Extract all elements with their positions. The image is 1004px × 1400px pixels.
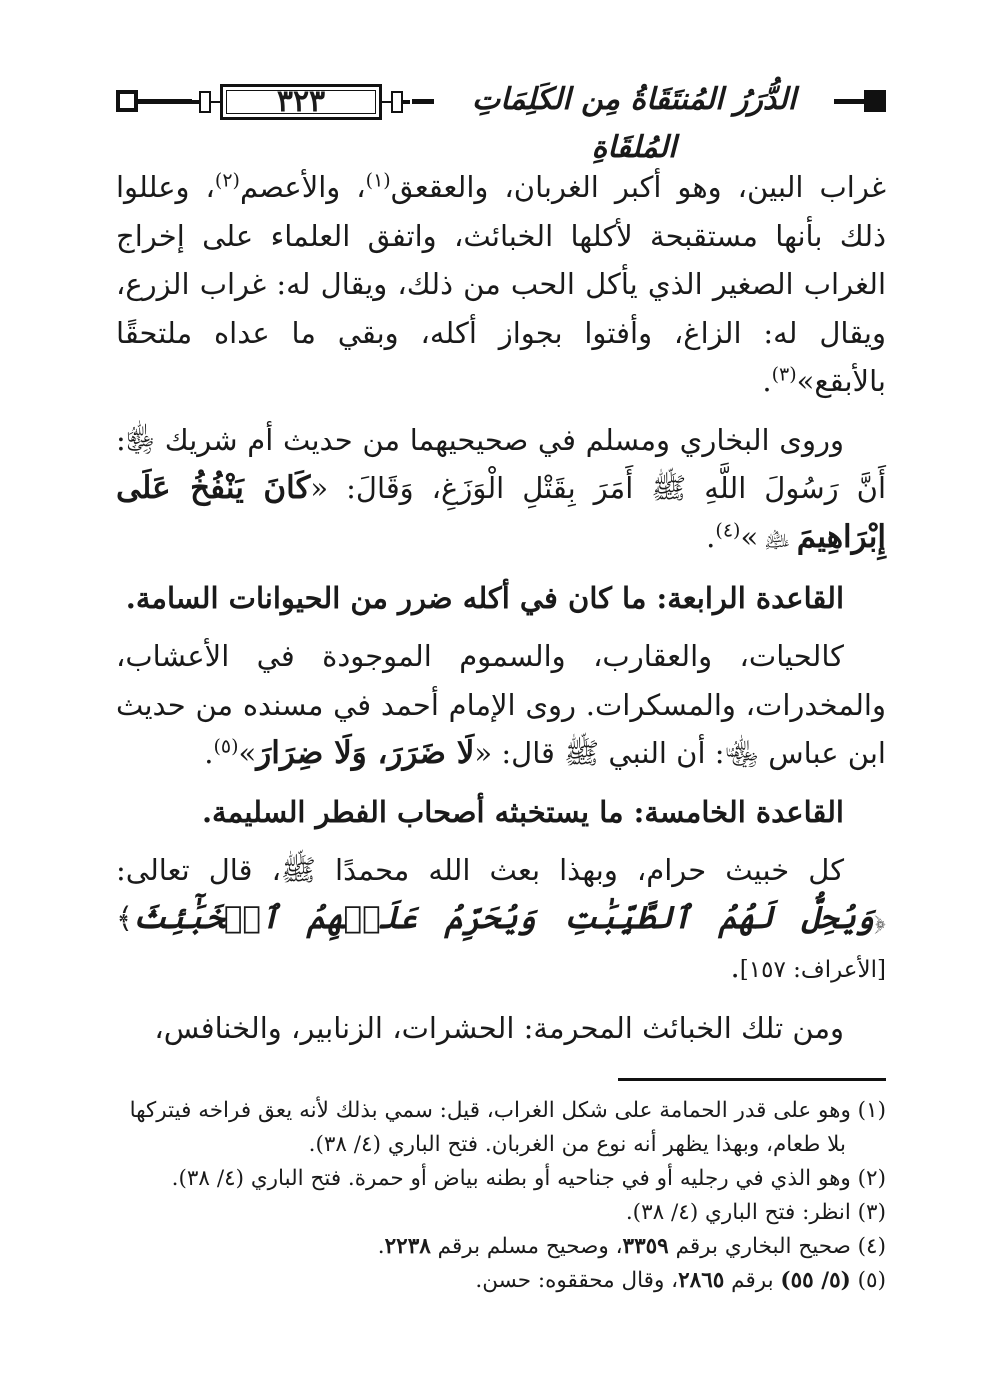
header-rule <box>138 99 192 104</box>
footnote-ref-2[interactable]: (٢) <box>214 169 240 192</box>
book-title: الدُّرَرُ المُنتَقَاةُ مِن الكَلِمَاتِ المُلقَاةِ <box>434 76 834 126</box>
text-run: « <box>310 471 347 505</box>
paragraph-ravens <box>116 163 886 406</box>
paragraph-insects: ومن تلك الخبائث المحرمة: الحشرات، الزنابير، والخنافس، <box>154 1011 844 1045</box>
footnote-5 <box>116 1264 886 1298</box>
text-run: » <box>238 736 257 770</box>
paragraph-gecko-hadith <box>116 416 886 565</box>
footnote-text: (٥) <box>850 1268 886 1293</box>
footnote-3: (٣) انظر: فتح الباري (٤/ ٣٨). <box>625 1200 886 1225</box>
footnote-separator <box>618 1078 886 1081</box>
hadith-text-bold: لَا ضَرَرَ، وَلَا ضِرَارَ <box>256 735 475 771</box>
page-number: ٣٢٣ <box>276 84 326 119</box>
footnote-ref-1[interactable]: (١) <box>365 169 391 192</box>
hadith-number: ٣٣٥٩ <box>622 1234 669 1259</box>
rule-four-heading: القاعدة الرابعة: ما كان في أكله ضرر من الحيوانات السامة. <box>125 581 844 615</box>
footnote-ref-3[interactable]: (٣) <box>771 363 797 386</box>
page-header <box>116 76 886 165</box>
footnote-text: ، وقال محققوه: حسن. <box>475 1268 679 1293</box>
text-run: غراب البين، وهو أكبر الغربان، والعقعق <box>390 170 886 204</box>
footnote-text: . <box>377 1234 385 1259</box>
main-text <box>116 163 886 1053</box>
footnote-ref-5[interactable]: (٥) <box>213 735 239 758</box>
quran-verse: وَيُحِلُّ لَهُمُ ٱلطَّيِّبَٰتِ وَيُحَرِّمُ عَلَيۡهِمُ ٱلۡخَبَٰٓئِثَ <box>133 900 875 936</box>
paragraph-quran-verse <box>116 846 886 995</box>
text-run: كل خبيث حرام، وبهذا بعث الله محمدًا ﷺ، قال تعالى: ﴿ <box>116 852 886 935</box>
frame-ornament-icon <box>382 84 410 120</box>
text-run: . <box>204 736 214 770</box>
footnote-text: بلا طعام، وبهذا يظهر أنه نوع من الغربان. فتح الباري (٤/ ٣٨). <box>308 1132 846 1157</box>
footnote-text: (١) وهو على قدر الحمامة على شكل الغراب، قيل: سمي بذلك لأنه يعق فراخه فيتركها <box>129 1098 886 1123</box>
text-run: كالحيات، والعقارب، والسموم الموجودة في الأعشاب، والمخدرات، والمسكرات. روى الإمام أحمد في مسنده من حديث ابن عباس ﵄: أن النبي ﷺ قال: « <box>116 639 886 770</box>
verse-reference: [الأعراف: ١٥٧] <box>739 956 886 983</box>
footnote-1 <box>116 1094 886 1162</box>
hadith-number: ٢٢٣٨ <box>384 1234 431 1259</box>
header-rule <box>834 99 864 104</box>
footnote-text: ، وصحيح مسلم برقم <box>430 1234 623 1259</box>
footnote-text: برقم <box>724 1268 781 1293</box>
footnote-2: (٢) وهو الذي في رجليه أو في جناحيه أو بطنه بياض أو حمرة. فتح الباري (٤/ ٣٨). <box>171 1166 886 1191</box>
page-number-frame <box>192 78 412 128</box>
header-ornament-left <box>116 90 138 112</box>
rule-five-heading: القاعدة الخامسة: ما يستخبثه أصحاب الفطر السليمة. <box>201 794 844 829</box>
hadith-text-bold: كَانَ يَنْفُخُ عَلَى إِبْرَاهِيمَ <box>116 470 886 555</box>
frame-ornament-icon <box>192 84 220 120</box>
footnotes <box>116 1094 886 1298</box>
volume-page-ref: (٥/ ٥٥) <box>780 1268 851 1293</box>
footnote-ref-4[interactable]: (٤) <box>715 518 741 541</box>
paragraph-poisons <box>116 632 886 778</box>
footnote-text: (٤) صحيح البخاري برقم <box>668 1234 886 1259</box>
text-run: » <box>740 519 759 554</box>
footnote-4 <box>116 1230 886 1264</box>
text-run: ، وعللوا ذلك بأنها مستقبحة لأكلها الخبائث، واتفق العلماء على إخراج الغراب الصغير الذي يأكل الحب من ذلك، ويقال له: غراب الزرع، ويقال له: الزاغ، وأفتوا بجواز أكله، وبقي ما عداه ملتحقًا بالأبقع» <box>116 170 886 398</box>
text-run: ، والأعصم <box>239 170 366 204</box>
text-run: . <box>706 519 716 554</box>
text-run: . <box>730 949 740 984</box>
salutation-glyph: ﵇ <box>758 527 797 552</box>
text-run: وروى البخاري ومسلم في صحيحيهما من حديث أم شريك ﵂: <box>116 422 844 457</box>
text-run: ﴾ <box>116 901 133 935</box>
hadith-number: ٢٨٦٥ <box>678 1268 725 1293</box>
header-ornament-right <box>864 90 886 112</box>
hadith-text: أَنَّ رَسُولَ اللَّهِ ﷺ أَمَرَ بِقَتْلِ الْوَزَغِ، وَقَالَ: <box>346 471 887 505</box>
text-run: . <box>762 364 772 398</box>
